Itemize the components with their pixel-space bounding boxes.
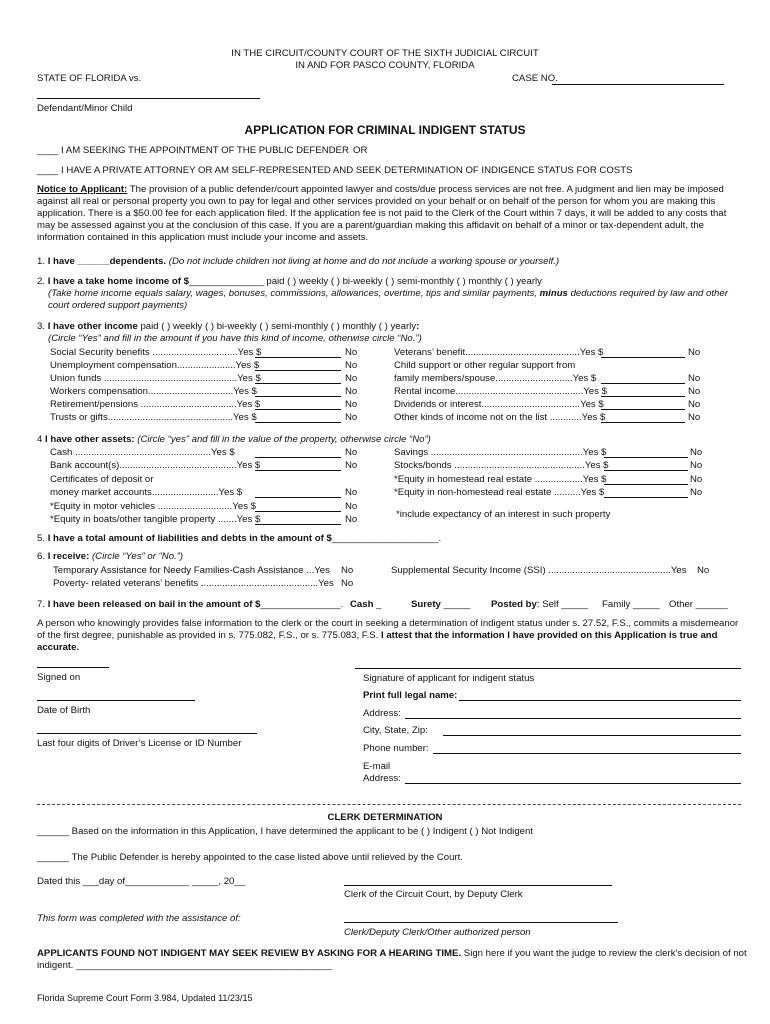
q4-no-option[interactable]: No [345, 487, 358, 498]
defendant-field[interactable] [37, 98, 260, 99]
q5-lead: I have a total amount of liabilities and debts in the amount of $ [47, 533, 332, 544]
q6-lead: I receive: [47, 551, 90, 562]
q3-no-option[interactable]: No [688, 373, 701, 384]
q3-income-dividends: Dividends or interest.....................................Yes $ [394, 399, 604, 410]
signed-on-field[interactable] [37, 667, 109, 668]
q3-no-option[interactable]: No [688, 412, 701, 423]
q3-amount-field[interactable] [601, 357, 685, 358]
print-name-field[interactable] [459, 700, 741, 701]
q4-value-field[interactable] [604, 497, 688, 498]
option-private-attorney[interactable]: ____ I HAVE A PRIVATE ATTORNEY OR AM SELF-REPRESENTED AND SEEK DETERMINATION OF INDIGENCE STATUS FOR COSTS [37, 165, 633, 176]
q3-no-option[interactable]: No [345, 412, 358, 423]
q4-lead: I have other assets: [45, 434, 135, 445]
q4-value-field[interactable] [255, 457, 341, 458]
q3-income-trusts: Trusts or gifts...............................................Yes $ [50, 412, 257, 423]
question-7: 7. I have been released on bail in the amount of $_______________. [37, 599, 344, 610]
q3-frequency[interactable]: paid ( ) weekly ( ) bi-weekly ( ) semi-monthly ( ) monthly ( ) yearly [137, 321, 417, 332]
q3-lead: I have other income [47, 321, 138, 332]
authorized-person-label: Clerk/Deputy Clerk/Other authorized person [344, 927, 531, 938]
q4-no-option[interactable]: No [690, 447, 703, 458]
q3-note: (Circle “Yes” and fill in the amount if you have this kind of income, otherwise circle “No.”) [48, 333, 422, 344]
q4-no-option[interactable]: No [345, 460, 358, 471]
q3-no-option[interactable]: No [688, 386, 701, 397]
notice-label: Notice to Applicant: [37, 184, 128, 195]
q6-poverty-veterans[interactable]: Poverty- related veterans’ benefits ............................................Yes [53, 578, 334, 589]
q7-self: : Self _____ [536, 599, 589, 610]
clerk-determination-title: CLERK DETERMINATION [327, 812, 443, 823]
q3-no-option[interactable]: No [688, 347, 701, 358]
q2-lead: I have a take home income of $ [47, 276, 189, 287]
q2-note [48, 288, 738, 312]
phone-label: Phone number: [363, 743, 429, 754]
applicant-signature-label: Signature of applicant for indigent status [363, 673, 535, 684]
q3-income-workers-comp: Workers compensation................................Yes $ [50, 386, 257, 397]
q6-number: 6. [37, 551, 46, 562]
q4-asset-non-homestead: *Equity in non-homestead real estate ..........Yes $ [394, 487, 605, 498]
q3-income-social-security: Social Security benefits ................................Yes $ [50, 347, 262, 358]
q3-amount-field[interactable] [601, 396, 685, 397]
q4-asset-money-market: money market accounts.........................Yes $ [50, 487, 243, 498]
q4-asset-cash: Cash ...................................................Yes $ [50, 447, 235, 458]
q4-asset-homestead: *Equity in homestead real estate ..................Yes $ [394, 474, 607, 485]
q4-no-option[interactable]: No [690, 487, 703, 498]
q3-no-option[interactable]: No [345, 373, 358, 384]
q3-income-unemployment: Unemployment compensation......................Yes $ [50, 360, 260, 371]
option-or: OR [353, 145, 368, 156]
q3-income-veterans: Veterans’ benefit...........................................Yes $ [394, 347, 604, 358]
court-line-1: IN THE CIRCUIT/COUNTY COURT OF THE SIXTH JUDICIAL CIRCUIT [231, 48, 539, 59]
q3-amount-field[interactable] [601, 422, 685, 423]
license-label: Last four digits of Driver’s License or ID Number [37, 738, 242, 749]
authorized-person-field[interactable] [344, 922, 618, 923]
question-5 [37, 533, 441, 545]
q2-frequency[interactable]: paid ( ) weekly ( ) bi-weekly ( ) semi-monthly ( ) monthly ( ) yearly [263, 276, 542, 287]
review-signature-blank[interactable]: ________________________________________________ [75, 960, 333, 971]
page-title: APPLICATION FOR CRIMINAL INDIGENT STATUS [244, 123, 526, 137]
q5-amount-blank[interactable]: ____________________ [331, 533, 439, 544]
q4-value-field[interactable] [255, 524, 341, 525]
review-paragraph [37, 948, 749, 972]
question-1 [37, 256, 559, 268]
question-4 [37, 434, 431, 446]
q7-other[interactable]: Other ______ [669, 599, 728, 610]
q4-asset-certificates: Certificates of deposit or [50, 474, 154, 485]
q7-cash-blank: _ [373, 599, 382, 610]
q4-asset-stocks: Stocks/bonds .................................................Yes $ [394, 460, 609, 471]
case-no-label: CASE NO. [512, 73, 558, 84]
q7-surety-blank: _____ [440, 599, 471, 610]
question-6 [37, 551, 183, 563]
email-label: E-mail [363, 761, 391, 772]
q4-no-option[interactable]: No [690, 474, 703, 485]
q3-amount-field[interactable] [255, 396, 341, 397]
q4-footnote: *include expectancy of an interest in such property [396, 509, 611, 520]
q4-note: (Circle “yes” and fill in the value of the property, otherwise circle “No”) [134, 434, 431, 445]
q3-amount-field[interactable] [255, 370, 341, 371]
q3-amount-field[interactable] [601, 383, 685, 384]
q2-note-minus: minus [539, 288, 568, 299]
q6-no-option[interactable]: No [341, 565, 354, 576]
q3-no-option[interactable]: No [345, 386, 358, 397]
q7-bail-blank[interactable]: _______________ [260, 599, 341, 610]
attestation-paragraph [37, 618, 747, 654]
clerk-indigent-determination[interactable]: ______ Based on the information in this Application, I have determined the applicant to be ( ) Indigent ( ) Not Indigent [37, 826, 533, 837]
q4-no-option[interactable]: No [345, 447, 358, 458]
review-bold: APPLICANTS FOUND NOT INDIGENT MAY SEEK REVIEW BY ASKING FOR A HEARING TIME. [37, 948, 462, 959]
q3-number: 3. [37, 321, 46, 332]
q6-note: (Circle “Yes” or “No.”) [89, 551, 184, 562]
q5-number: 5. [37, 533, 46, 544]
q1-dependents[interactable]: I have ______dependents. [47, 256, 167, 267]
city-state-zip-label: City, State, Zip: [363, 725, 428, 736]
q6-no-option[interactable]: No [697, 565, 710, 576]
address-label: Address: [363, 708, 401, 719]
form-footer: Florida Supreme Court Form 3.984, Updated 11/23/15 [37, 993, 253, 1003]
q3-income-rental: Rental income................................................Yes $ [394, 386, 607, 397]
q3-amount-field[interactable] [255, 422, 341, 423]
q4-value-field[interactable] [604, 470, 688, 471]
license-field[interactable] [37, 733, 257, 734]
date-of-birth-field[interactable] [37, 700, 195, 701]
option-public-defender[interactable]: ____ I AM SEEKING THE APPOINTMENT OF THE PUBLIC DEFENDER [37, 145, 349, 156]
q2-number: 2. [37, 276, 46, 287]
q3-income-union-funds: Union funds ..................................................Yes $ [50, 373, 261, 384]
assisted-by-label: This form was completed with the assistance of: [37, 913, 241, 924]
q4-asset-boats: *Equity in boats/other tangible property .......Yes $ [50, 514, 261, 525]
q4-no-option[interactable]: No [345, 501, 358, 512]
q3-colon: : [416, 321, 420, 332]
q3-no-option[interactable]: No [345, 399, 358, 410]
q7-posted-label: Posted by [491, 599, 537, 610]
q3-amount-field[interactable] [255, 357, 341, 358]
state-label: STATE OF FLORIDA vs. [37, 73, 142, 84]
q1-note: (Do not include children not living at home and do not include a working spouse or yourself.) [166, 256, 560, 267]
q3-no-option[interactable]: No [688, 399, 701, 410]
review-text: Sign here if you want the judge to review the clerk's decision of not indigent. [37, 948, 747, 971]
date-of-birth-label: Date of Birth [37, 705, 91, 716]
q4-number: 4 [37, 434, 43, 445]
q3-amount-field[interactable] [601, 409, 685, 410]
q4-no-option[interactable]: No [345, 514, 358, 525]
q4-no-option[interactable]: No [690, 460, 703, 471]
notice-paragraph [37, 184, 744, 244]
q7-posted-by[interactable] [491, 599, 588, 611]
q4-value-field[interactable] [255, 470, 341, 471]
q3-income-retirement: Retirement/pensions ....................................Yes $ [50, 399, 261, 410]
q3-no-option[interactable]: No [345, 347, 358, 358]
city-state-zip-field[interactable] [443, 735, 741, 736]
q7-surety: Surety [411, 599, 441, 610]
q2-note-1: (Take home income equals salary, wages, bonuses, commissions, allowances, overtime, tips and similar payments, [48, 288, 540, 299]
q7-cash: Cash [350, 599, 374, 610]
clerk-public-defender-appointed[interactable]: ______ The Public Defender is hereby appointed to the case listed above until relieved by the Court. [37, 852, 463, 863]
q5-end: . [438, 533, 442, 544]
q3-amount-field[interactable] [255, 383, 341, 384]
q4-asset-vehicles: *Equity in motor vehicles ............................Yes $ [50, 501, 256, 512]
q4-value-field[interactable] [255, 497, 341, 498]
clerk-signature-label: Clerk of the Circuit Court, by Deputy Clerk [344, 889, 523, 900]
q4-value-field[interactable] [604, 457, 688, 458]
q3-amount-field[interactable] [255, 409, 341, 410]
q2-note-2: deductions required by law and other court ordered support payments) [48, 288, 728, 311]
q6-ssi[interactable]: Supplemental Security Income (SSI) ..............................................Yes [391, 565, 687, 576]
q3-income-other: Other kinds of income not on the list ............Yes $ [394, 412, 606, 423]
q7-cash-option[interactable] [350, 599, 381, 611]
question-2 [37, 276, 542, 288]
q4-value-field[interactable] [255, 511, 341, 512]
q4-asset-bank: Bank account(s)............................................Yes $ [50, 460, 261, 471]
q7-surety-option[interactable] [411, 599, 470, 611]
clerk-signature-field[interactable] [344, 885, 612, 886]
q4-asset-savings: Savings .........................................................Yes $ [394, 447, 607, 458]
attestation-bold: I attest that the information I have provided on this Application is true and accurate. [37, 630, 718, 653]
attestation-text: A person who knowingly provides false information to the clerk or the court in seeking a determination of indigent status under s. 27.52, F.S., commits a misdemeanor of the first degree, punishable as provided in s. 775.082, F.S., or s. 775.083, F.S. [37, 618, 739, 641]
q4-value-field[interactable] [604, 484, 688, 485]
address-field[interactable] [405, 718, 741, 719]
defendant-label: Defendant/Minor Child [37, 103, 133, 114]
phone-field[interactable] [433, 753, 741, 754]
court-line-2: IN AND FOR PASCO COUNTY, FLORIDA [295, 60, 475, 71]
q3-no-option[interactable]: No [345, 360, 358, 371]
q7-family[interactable]: Family _____ [602, 599, 660, 610]
q2-income-blank[interactable]: ______________ [188, 276, 264, 287]
case-no-field[interactable] [552, 84, 724, 85]
signed-on-label: Signed on [37, 672, 81, 683]
q1-number: 1. [37, 256, 46, 267]
q7-lead: I have been released on bail in the amount of $ [47, 599, 261, 610]
q7-number: 7. [37, 599, 46, 610]
question-3 [37, 321, 419, 333]
q6-tanf[interactable]: Temporary Assistance for Needy Families-Cash Assistance ...Yes [53, 565, 330, 576]
q3-income-child-support: Child support or other regular support from [394, 360, 576, 371]
notice-text: The provision of a public defender/court appointed lawyer and costs/due process services are not free. A judgment and lien may be imposed against all real or personal property you own to pay for legal and other services provided on your behalf or on behalf of the person for whom you are making this application. There is a $50.00 fee for each application filed. If the application fee is not paid to the Clerk of the Court within 7 days, it will be added to any costs that may be assessed against you at the conclusion of this case. If you are a parent/guardian making this affidavit on behalf of a minor or tax-dependent adult, the information contained in this application must include your income and assets. [37, 184, 727, 243]
section-divider [37, 804, 741, 805]
q6-no-option[interactable]: No [341, 578, 354, 589]
email-field[interactable] [405, 783, 741, 784]
email-address-label: Address: [363, 773, 401, 784]
applicant-signature-field[interactable] [355, 668, 741, 669]
print-name-label: Print full legal name: [363, 690, 458, 701]
q3-income-family-support: family members/spouse.............................Yes $ [394, 373, 597, 384]
clerk-dated[interactable]: Dated this ___day of____________ _____, 20__ [37, 876, 246, 887]
